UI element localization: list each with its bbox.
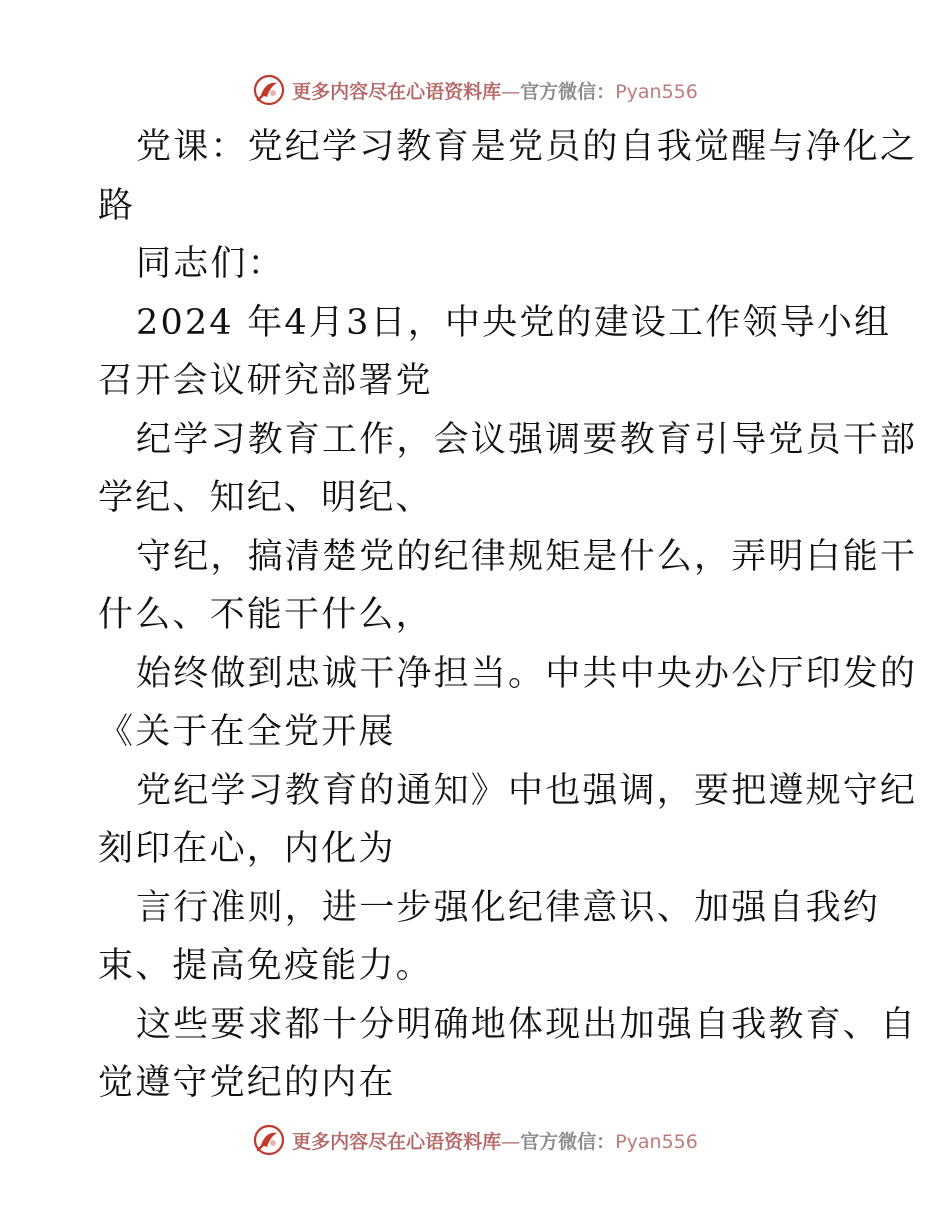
banner-brand: 更多内容尽在心语资料库	[292, 1130, 502, 1153]
paragraph-4	[98, 645, 918, 762]
footer-banner	[0, 1120, 950, 1160]
brand-logo-icon	[252, 1123, 286, 1157]
paragraph-5	[98, 762, 918, 879]
title-line-2: 路	[98, 185, 136, 226]
paragraph-line: 束、提高免疫能力。	[98, 946, 433, 986]
document-title	[98, 118, 918, 235]
paragraph-7	[98, 996, 918, 1113]
paragraph-line: 觉遵守党纪的内在	[98, 1063, 396, 1103]
paragraph-line: 刻印在心，内化为	[98, 829, 396, 869]
paragraph-line: 守纪，搞清楚党的纪律规矩是什么，弄明白能干	[136, 536, 918, 577]
salutation-text: 同志们：	[136, 244, 285, 284]
brand-logo-icon	[252, 73, 286, 107]
paragraph-line: 什么、不能干什么，	[98, 595, 433, 635]
paragraph-line: 这些要求都十分明确地体现出加强自我教育、自	[136, 1004, 918, 1045]
paragraph-line: 言行准则，进一步强化纪律意识、加强自我约	[136, 887, 881, 928]
paragraph-line: 学纪、知纪、明纪、	[98, 478, 433, 518]
document-body	[98, 118, 918, 1113]
paragraph-line: 党纪学习教育的通知》中也强调，要把遵规守纪	[136, 770, 918, 811]
paragraph-1	[98, 294, 892, 411]
banner-dash: —	[501, 1130, 521, 1153]
title-line-1: 党课：党纪学习教育是党员的自我觉醒与净化之	[136, 127, 918, 167]
paragraph-line: 纪学习教育工作，会议强调要教育引导党员干部	[136, 419, 918, 460]
header-banner	[0, 70, 950, 110]
banner-brand: 更多内容尽在心语资料库	[292, 80, 502, 103]
salutation	[98, 235, 858, 294]
banner-label: 官方微信：	[520, 80, 616, 103]
banner-text	[292, 1127, 698, 1154]
paragraph-line: 召开会议研究部署党	[98, 361, 433, 401]
paragraph-3	[98, 528, 918, 645]
paragraph-line: 2024 年4月3日，中央党的建设工作领导小组	[136, 302, 892, 343]
paragraph-line: 始终做到忠诚干净担当。中共中央办公厅印发的	[136, 653, 918, 694]
banner-dash: —	[501, 80, 521, 103]
paragraph-6	[98, 879, 881, 996]
banner-text	[292, 77, 698, 104]
paragraph-line: 《关于在全党开展	[98, 712, 396, 752]
banner-wechat-id: Pyan556	[615, 80, 698, 103]
paragraph-2	[98, 411, 918, 528]
banner-label: 官方微信：	[520, 1130, 616, 1153]
banner-wechat-id: Pyan556	[615, 1130, 698, 1153]
